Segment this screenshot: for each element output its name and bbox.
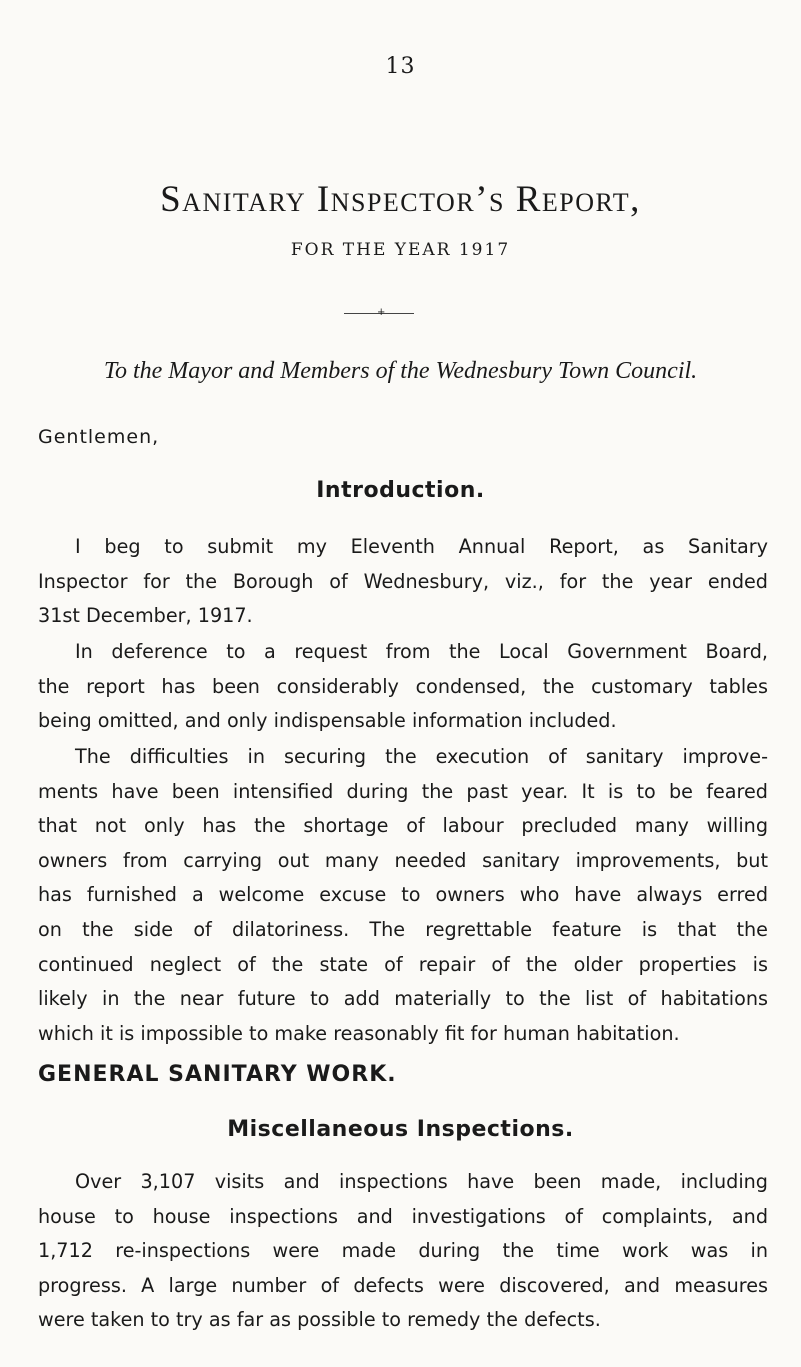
salutation: Gentlemen,: [38, 426, 160, 448]
intro-paragraph-3: [38, 740, 768, 1051]
general-sanitary-work-heading: GENERAL SANITARY WORK.: [38, 1062, 397, 1087]
addressee-line: To the Mayor and Members of the Wednesbury Town Council.: [103, 358, 698, 384]
report-title: Sanitary Inspector’s Report,: [160, 179, 641, 220]
paragraph-line: were taken to try as far as possible to remedy the defects.: [38, 1308, 601, 1332]
paragraph-line: Inspector for the Borough of Wednesbury, viz., for the year ended: [38, 569, 768, 593]
paragraph-line: house to house inspections and investigations of complaints, and: [38, 1204, 768, 1228]
paragraph-line: ments have been intensified during the past year. It is to be feared: [38, 779, 768, 803]
paragraph-line: that not only has the shortage of labour precluded many willing: [38, 814, 768, 838]
miscellaneous-inspections-heading: Miscellaneous Inspections.: [227, 1117, 574, 1142]
paragraph-line: has furnished a welcome excuse to owners who have always erred: [38, 883, 768, 907]
introduction-heading: Introduction.: [316, 478, 485, 503]
paragraph-line: being omitted, and only indispensable information included.: [38, 709, 617, 733]
paragraph-line: the report has been considerably condensed, the customary tables: [38, 674, 768, 698]
intro-paragraph-1: [38, 530, 768, 634]
paragraph-line: progress. A large number of defects were discovered, and measures: [38, 1273, 768, 1297]
paragraph-line: The difficulties in securing the execution of sanitary improve-: [75, 745, 768, 768]
page-number: 13: [385, 54, 416, 79]
paragraph-line: which it is impossible to make reasonably fit for human habitation.: [38, 1021, 680, 1045]
paragraph-line: Over 3,107 visits and inspections have been made, including: [75, 1170, 768, 1193]
intro-paragraph-2: [38, 635, 768, 739]
divider-ornament: +: [377, 307, 386, 318]
report-subtitle: FOR THE YEAR 1917: [290, 240, 511, 260]
paragraph-line: 1,712 re-inspections were made during the time work was in: [38, 1239, 768, 1263]
paragraph-line: I beg to submit my Eleventh Annual Report, as Sanitary: [75, 535, 768, 558]
paragraph-line: likely in the near future to add materially to the list of habitations: [38, 987, 768, 1011]
paragraph-line: 31st December, 1917.: [38, 604, 253, 628]
paragraph-line: In deference to a request from the Local Government Board,: [75, 640, 768, 663]
inspections-paragraph: [38, 1165, 768, 1338]
paragraph-line: on the side of dilatoriness. The regrettable feature is that the: [38, 917, 768, 941]
paragraph-line: owners from carrying out many needed sanitary improvements, but: [38, 848, 768, 872]
paragraph-line: continued neglect of the state of repair of the older properties is: [38, 952, 768, 976]
